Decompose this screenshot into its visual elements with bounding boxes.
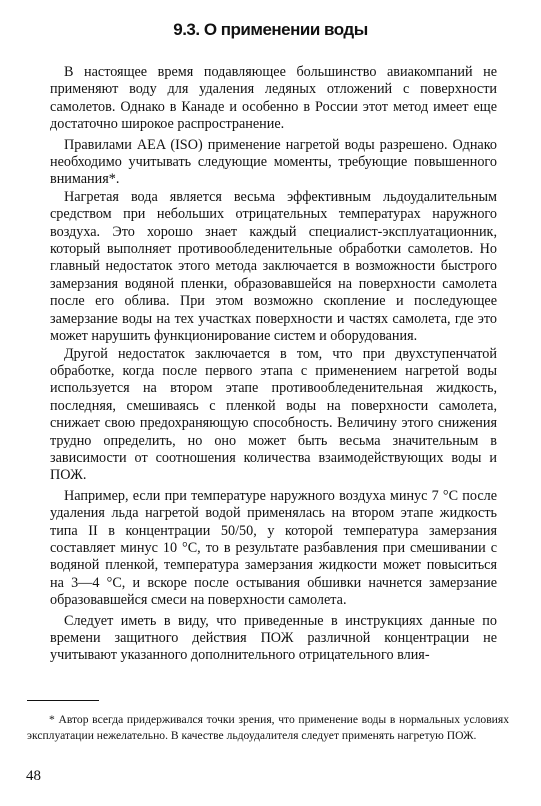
- section-heading: 9.3. О применении воды: [173, 20, 368, 39]
- paragraph: Например, если при температуре наружного воздуха минус 7 °C после удаления льда нагретой водой применялась на втором этапе жидкость типа II в концентрации 50/50, у которой температура замерзания составляет минус 10 °C, то в результате разбавления при смешивании с водяной пленкой, температура замерзания жидкости может повыситься на 3—4 °C, и вскоре после остывания обшивки начнется замерзание образовавшейся смеси на поверхности самолета.: [50, 487, 497, 609]
- paragraph: Нагретая вода является весьма эффективным льдоудалительным средством при небольших отрицательных температурах наружного воздуха. Это хорошо знает каждый специалист-эксплуатационник, который выполняет противообледенительные обработки самолетов. Но главный недостаток этого метода заключается в возможности быстрого замерзания водяной пленки, образовавшейся на поверхности самолета после его облива. При этом возможно скопление и последующее замерзание воды на тех участках поверхности и частях самолета, где это может нарушить функционирование систем и оборудования.: [50, 188, 497, 345]
- footnote: * Автор всегда придерживался точки зрения, что применение воды в нормальных условиях эксплуатации нежелательно. В качестве льдоудалителя следует применять нагретую ПОЖ.: [27, 713, 509, 742]
- page-number: 48: [26, 768, 41, 784]
- paragraph: Другой недостаток заключается в том, что при двухступенчатой обработке, когда после первого этапа с применением нагретой воды используется на втором этапе противообледенительная жидкость, последняя, смешиваясь с пленкой воды на поверхности самолета, снижает свою предохраняющую способность. Величину этого снижения трудно определить, но оно может быть весьма значительным в зависимости от соотношения количества взаимодействующих воды и ПОЖ.: [50, 345, 497, 484]
- footnote-divider: [27, 700, 99, 701]
- paragraph: Правилами AEA (ISO) применение нагретой воды разрешено. Однако необходимо учитывать следующие моменты, требующие повышенного внимания*.: [50, 136, 497, 188]
- paragraph: В настоящее время подавляющее большинство авиакомпаний не применяют воду для удаления ледяных отложений с поверхности самолетов. Однако в Канаде и особенно в России этот метод имеет еще достаточно широкое распространение.: [50, 64, 497, 133]
- body-text: [50, 64, 497, 665]
- paragraph: Следует иметь в виду, что приведенные в инструкциях данные по времени защитного действия ПОЖ различной концентрации не учитывают указанного дополнительного отрицательного влия-: [50, 612, 497, 664]
